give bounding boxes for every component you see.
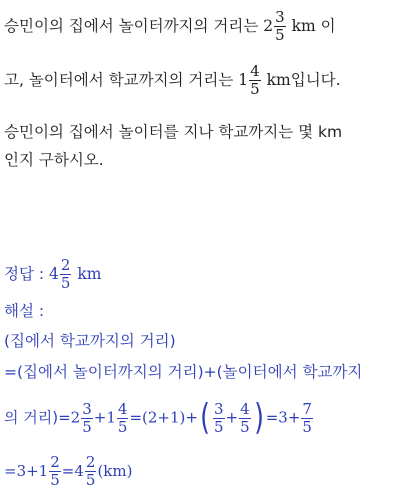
mixed-number-whole: 1 [238,71,249,89]
fraction: $\frac{3}{5}$ [82,399,92,436]
fraction: $\frac{4}{5}$ [117,399,128,436]
solution-line-1: (집에서 학교까지의 거리) [4,332,176,350]
answer-unit: km [77,265,102,283]
answer-fraction: $\frac{2}{5}$ [60,256,71,292]
solution-label: 해설 : [4,302,45,320]
fraction: $\frac{3}{5}$ [275,8,285,44]
unit-text: km 이 [291,17,336,35]
solution-line-2: =(집에서 놀이터까지의 거리)+(놀이터에서 학교까지 [4,363,363,381]
problem-line-2 [4,64,341,97]
problem-text: 인지 구하시오. [4,151,104,169]
answer-label: 정답 : [4,265,45,283]
fraction: $\frac{7}{5}$ [302,399,312,436]
fraction: $\frac{2}{5}$ [50,453,60,489]
mixed-number-whole: 2 [263,17,274,35]
fraction: $\frac{4}{5}$ [250,62,260,98]
answer-line [4,258,102,291]
left-paren: ( [200,397,210,438]
unit-text: km입니다. [266,71,341,89]
fraction: $\frac{4}{5}$ [240,399,250,436]
problem-line-1 [4,10,336,43]
problem-line-4 [4,150,104,170]
problem-text: 승민이의 집에서 놀이터를 지나 학교까지는 몇 km [4,123,343,141]
solution-line-3: 의 거리)=2 $\frac{3}{5}$ +1 $\frac{4}{5}$ =(2+1)+( $\frac{3}{5}$ + $\frac{4}{5}$ ) =3+ $\frac{7}{5}$ [4,397,312,438]
fraction: $\frac{2}{5}$ [85,453,96,489]
answer-whole: 4 [49,265,59,283]
problem-text: 고, 놀이터에서 학교까지의 거리는 [4,71,234,89]
fraction: $\frac{3}{5}$ [214,399,224,436]
problem-text: 승민이의 집에서 놀이터까지의 거리는 [4,17,259,35]
problem-line-3 [4,122,342,142]
solution-line-4: =3+1 $\frac{2}{5}$ =4 $\frac{2}{5}$ (km) [4,453,133,489]
right-paren: ) [253,397,264,438]
